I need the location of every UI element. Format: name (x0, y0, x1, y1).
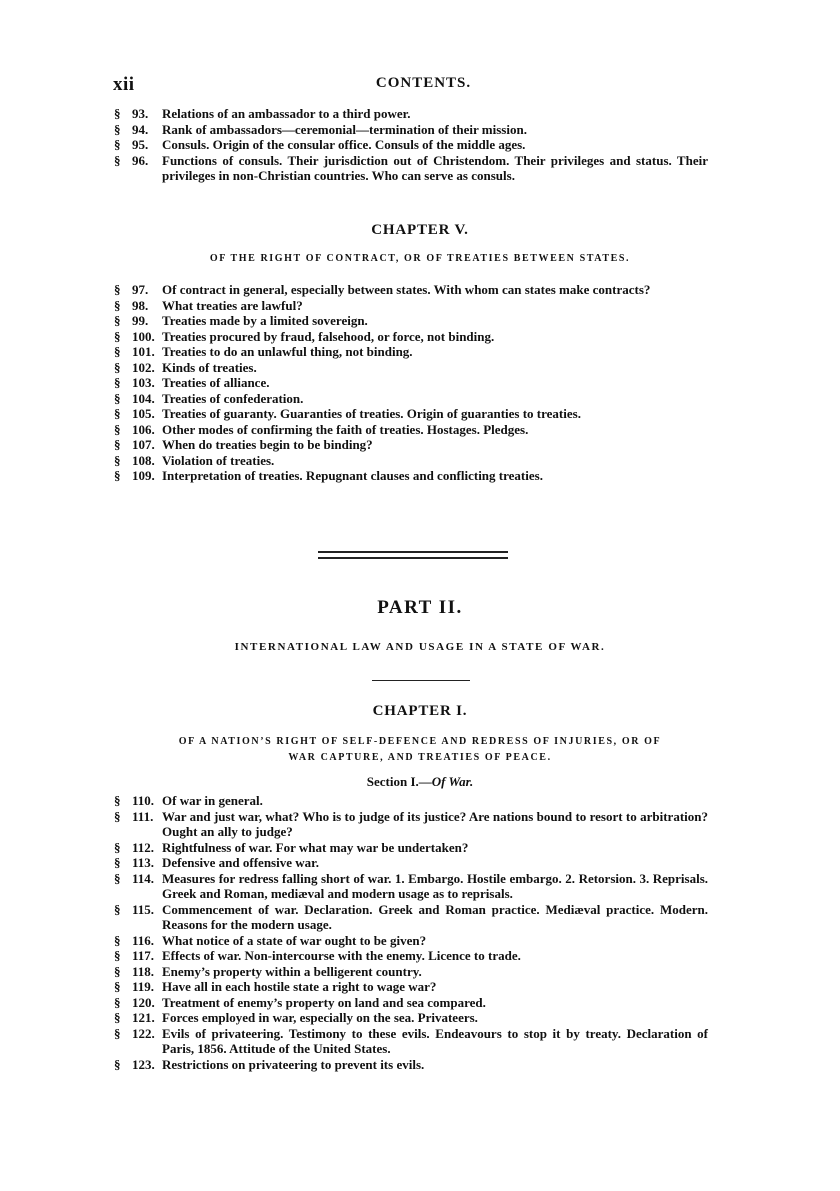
entry-text: Forces employed in war, especially on the sea. Privateers. (162, 1010, 478, 1025)
double-rule-bottom (318, 557, 508, 559)
section-mark: § (114, 979, 121, 994)
contents-list-chapter-4-end (114, 106, 708, 184)
contents-list-chapter-5 (114, 282, 708, 484)
entry-text: Interpretation of treaties. Repugnant clauses and conflicting treaties. (162, 468, 543, 483)
running-title: CONTENTS. (375, 75, 472, 91)
entry-number: 102. (132, 359, 155, 375)
entry-number: 120. (132, 994, 155, 1010)
section-mark: § (114, 152, 121, 168)
section-mark: § (114, 994, 121, 1010)
contents-list-chapter-1 (114, 793, 708, 1072)
section-mark: § (114, 870, 121, 886)
entry-number: 101. (132, 344, 155, 359)
contents-entry (114, 344, 708, 360)
contents-entry (114, 360, 708, 376)
entry-number: 95. (132, 137, 149, 152)
contents-entry (114, 793, 708, 809)
entry-text: Of contract in general, especially between states. With whom can states make contracts? (162, 282, 651, 297)
section-mark: § (114, 390, 121, 406)
contents-entry (114, 933, 708, 949)
entry-text: Effects of war. Non-intercourse with the enemy. Licence to trade. (162, 948, 521, 963)
entry-text: Treaties procured by fraud, falsehood, or force, not binding. (162, 328, 495, 344)
entry-text: Treaties of guaranty. Guaranties of treaties. Origin of guaranties to treaties. (162, 406, 581, 421)
contents-entry (114, 153, 708, 184)
entry-text: Rank of ambassadors—ceremonial—termination of their mission. (162, 121, 527, 137)
section-title: Of War. (431, 774, 474, 789)
section-mark: § (114, 421, 121, 437)
entry-number: 116. (132, 932, 155, 948)
part-heading: PART II. (377, 597, 463, 618)
entry-number: 96. (132, 152, 149, 168)
contents-entry (114, 406, 708, 422)
entry-number: 121. (132, 1010, 155, 1025)
section-mark: § (114, 793, 121, 808)
entry-number: 117. (132, 948, 155, 963)
entry-text: Consuls. Origin of the consular office. Consuls of the middle ages. (162, 137, 526, 152)
chapter-subtitle-line-2: WAR CAPTURE, AND TREATIES OF PEACE. (288, 752, 552, 763)
section-mark: § (114, 437, 121, 452)
entry-number: 115. (132, 901, 155, 917)
section-mark: § (114, 359, 121, 375)
contents-entry (114, 855, 708, 871)
chapter-heading: CHAPTER I. (372, 703, 468, 719)
entry-text: War and just war, what? Who is to judge of its justice? Are nations bound to resort to arbitration? Ought an ally to judge? (162, 808, 708, 839)
part-subtitle: INTERNATIONAL LAW AND USAGE IN A STATE OF WAR. (234, 641, 606, 653)
entry-number: 107. (132, 437, 155, 452)
entry-number: 122. (132, 1025, 155, 1041)
running-header (113, 74, 710, 98)
contents-entry (114, 122, 708, 138)
section-mark: § (114, 452, 121, 468)
entry-number: 99. (132, 313, 149, 328)
section-mark: § (114, 1025, 121, 1041)
section-heading (0, 774, 840, 790)
section-mark: § (114, 468, 121, 483)
entry-text: When do treaties begin to be binding? (162, 437, 373, 452)
contents-entry (114, 1057, 708, 1073)
entry-text: Measures for redress falling short of war. 1. Embargo. Hostile embargo. 2. Retorsion. 3. Reprisals. Greek and Roman, mediæval and modern usage as to reprisals. (162, 870, 708, 901)
entry-number: 98. (132, 297, 149, 313)
entry-number: 119. (132, 979, 155, 994)
contents-entry (114, 871, 708, 902)
section-mark: § (114, 121, 121, 137)
chapter-heading: CHAPTER V. (371, 222, 469, 238)
contents-entry (114, 468, 708, 484)
contents-entry (114, 422, 708, 438)
contents-entry (114, 948, 708, 964)
entry-number: 118. (132, 963, 155, 979)
contents-entry (114, 106, 708, 122)
entry-text: Evils of privateering. Testimony to these evils. Endeavours to stop it by treaty. Declaration of Paris, 1856. Attitude of the United States. (162, 1025, 708, 1056)
entry-number: 112. (132, 839, 155, 855)
entry-text: Rightfulness of war. For what may war be undertaken? (162, 839, 469, 855)
entry-number: 105. (132, 406, 155, 421)
entry-text: Defensive and offensive war. (162, 855, 319, 870)
chapter-subtitle-line-1: OF A NATION’S RIGHT OF SELF-DEFENCE AND REDRESS OF INJURIES, OR OF (178, 736, 662, 747)
contents-entry (114, 840, 708, 856)
entry-number: 97. (132, 282, 149, 297)
entry-number: 109. (132, 468, 155, 483)
entry-number: 114. (132, 870, 155, 886)
section-mark: § (114, 375, 121, 390)
entry-number: 106. (132, 421, 155, 437)
section-mark: § (114, 901, 121, 917)
entry-text: Functions of consuls. Their jurisdiction out of Christendom. Their privileges and status. Their privileges in non-Christian countries. Who can serve as consuls. (162, 152, 708, 183)
contents-entry (114, 329, 708, 345)
entry-number: 113. (132, 855, 155, 870)
entry-number: 100. (132, 328, 155, 344)
section-mark: § (114, 297, 121, 313)
section-mark: § (114, 932, 121, 948)
contents-entry (114, 809, 708, 840)
entry-number: 93. (132, 106, 149, 121)
entry-text: Treaties to do an unlawful thing, not binding. (162, 344, 413, 359)
section-mark: § (114, 106, 121, 121)
entry-number: 123. (132, 1056, 155, 1072)
contents-entry (114, 1010, 708, 1026)
entry-text: Commencement of war. Declaration. Greek and Roman practice. Mediæval practice. Modern. Reasons for the modern usage. (162, 901, 708, 932)
entry-text: Treaties made by a limited sovereign. (162, 313, 368, 328)
contents-entry (114, 313, 708, 329)
section-mark: § (114, 344, 121, 359)
section-mark: § (114, 282, 121, 297)
contents-entry (114, 964, 708, 980)
contents-entry (114, 298, 708, 314)
contents-entry (114, 137, 708, 153)
entry-text: Violation of treaties. (162, 452, 275, 468)
entry-text: Treaties of confederation. (162, 390, 304, 406)
section-mark: § (114, 313, 121, 328)
section-mark: § (114, 963, 121, 979)
entry-text: Of war in general. (162, 793, 263, 808)
contents-entry (114, 979, 708, 995)
contents-entry (114, 282, 708, 298)
contents-entry (114, 995, 708, 1011)
page-number: xii (113, 74, 135, 95)
entry-text: Have all in each hostile state a right to wage war? (162, 979, 437, 994)
section-mark: § (114, 948, 121, 963)
section-label: Section I.— (366, 774, 432, 789)
entry-text: Treaties of alliance. (162, 375, 270, 390)
entry-number: 110. (132, 793, 155, 808)
contents-entry (114, 1026, 708, 1057)
contents-entry (114, 391, 708, 407)
section-mark: § (114, 808, 121, 824)
section-mark: § (114, 1056, 121, 1072)
section-mark: § (114, 328, 121, 344)
section-mark: § (114, 137, 121, 152)
entry-number: 108. (132, 452, 155, 468)
entry-text: Treatment of enemy’s property on land and sea compared. (162, 994, 486, 1010)
contents-entry (114, 375, 708, 391)
entry-number: 111. (132, 808, 154, 824)
short-rule (372, 680, 470, 681)
entry-text: Kinds of treaties. (162, 359, 257, 375)
entry-text: Restrictions on privateering to prevent its evils. (162, 1056, 425, 1072)
section-mark: § (114, 855, 121, 870)
section-mark: § (114, 406, 121, 421)
contents-entry (114, 437, 708, 453)
section-mark: § (114, 1010, 121, 1025)
entry-text: What treaties are lawful? (162, 297, 303, 313)
entry-number: 103. (132, 375, 155, 390)
contents-entry (114, 902, 708, 933)
entry-text: Enemy’s property within a belligerent country. (162, 963, 422, 979)
chapter-subtitle: OF THE RIGHT OF CONTRACT, OR OF TREATIES BETWEEN STATES. (209, 253, 631, 264)
entry-number: 94. (132, 121, 149, 137)
entry-text: What notice of a state of war ought to be given? (162, 932, 427, 948)
double-rule-top (318, 551, 508, 553)
entry-text: Other modes of confirming the faith of treaties. Hostages. Pledges. (162, 421, 529, 437)
contents-entry (114, 453, 708, 469)
entry-text: Relations of an ambassador to a third power. (162, 106, 411, 121)
entry-number: 104. (132, 390, 155, 406)
section-mark: § (114, 839, 121, 855)
